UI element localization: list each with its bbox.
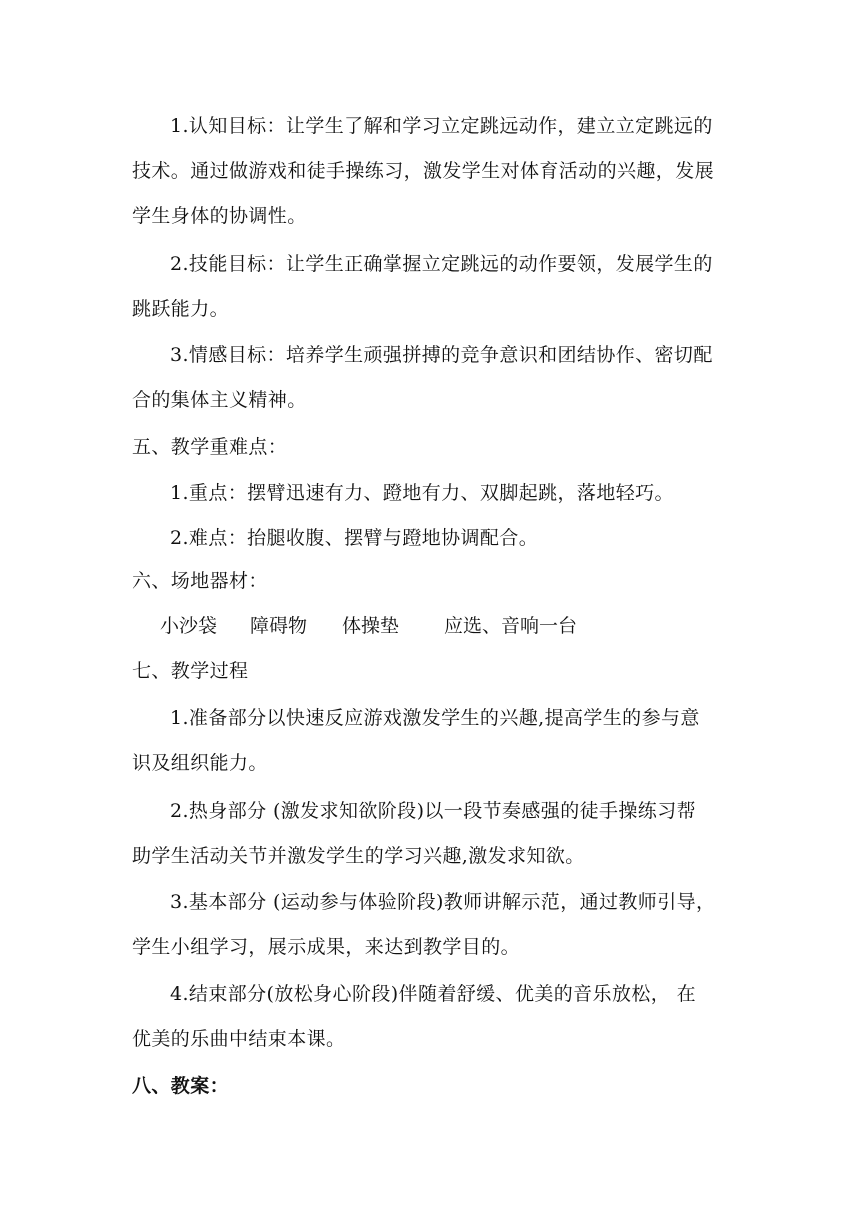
skill-objective-line-2: 跳跃能力。 <box>132 298 230 320</box>
process-step-line: 学生小组学习，展示成果，来达到教学目的。 <box>132 936 521 958</box>
section-6-title: 六、场地器材： <box>132 570 268 592</box>
cognitive-objective-line-3: 学生身体的协调性。 <box>132 205 307 227</box>
process-step-line: 3.基本部分 (运动参与体验阶段)教师讲解示范，通过教师引导， <box>170 891 716 913</box>
skill-objective-line-1: 2.技能目标：让学生正确掌握立定跳远的动作要领，发展学生的 <box>170 253 713 275</box>
materials-list <box>160 612 577 640</box>
process-step-line: 1.准备部分以快速反应游戏激发学生的兴趣,提高学生的参与意 <box>170 707 700 729</box>
process-step-line: 4.结束部分(放松身心阶段)伴随着舒缓、优美的音乐放松， 在 <box>170 983 696 1005</box>
section-8-title: 八、教案： <box>132 1075 230 1097</box>
process-step-line: 识及组织能力。 <box>132 752 268 774</box>
section-7-title: 七、教学过程 <box>132 660 249 682</box>
cognitive-objective-line-1: 1.认知目标：让学生了解和学习立定跳远动作，建立立定跳远的 <box>170 115 713 137</box>
emotion-objective-line-2: 合的集体主义精神。 <box>132 389 307 411</box>
process-step-line: 优美的乐曲中结束本课。 <box>132 1028 346 1050</box>
material-item: 小沙袋 <box>160 615 218 637</box>
process-step-line: 助学生活动关节并激发学生的学习兴趣,激发求知欲。 <box>132 845 585 867</box>
key-point: 1.重点：摆臂迅速有力、蹬地有力、双脚起跳，落地轻巧。 <box>170 482 674 504</box>
process-step-line: 2.热身部分 (激发求知欲阶段)以一段节奏感强的徒手操练习帮 <box>170 800 696 822</box>
section-5-title: 五、教学重难点： <box>132 436 288 458</box>
cognitive-objective-line-2: 技术。通过做游戏和徒手操练习，激发学生对体育活动的兴趣，发展 <box>132 160 715 182</box>
material-item: 应选、音响一台 <box>444 615 578 637</box>
material-item: 障碍物 <box>250 615 308 637</box>
material-item: 体操垫 <box>342 615 400 637</box>
emotion-objective-line-1: 3.情感目标：培养学生顽强拼搏的竞争意识和团结协作、密切配 <box>170 344 713 366</box>
difficult-point: 2.难点：抬腿收腹、摆臂与蹬地协调配合。 <box>170 527 539 549</box>
